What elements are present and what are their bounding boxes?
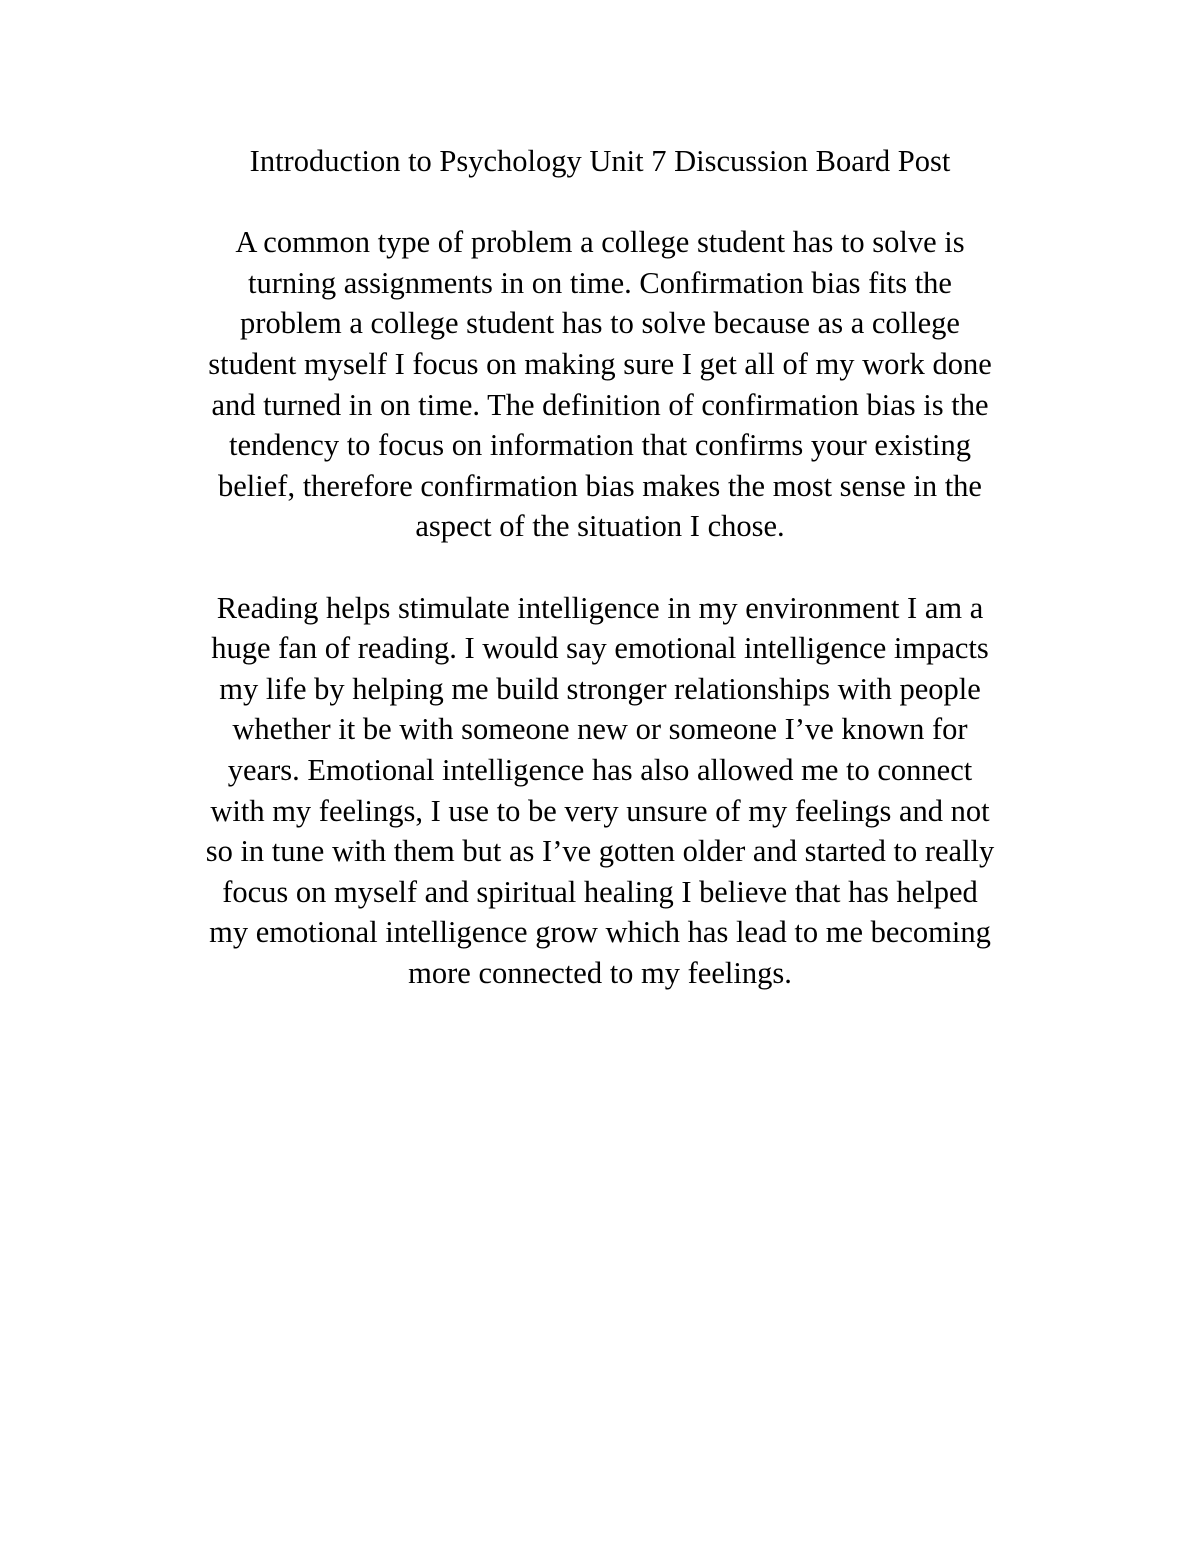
- paragraph-line: and turned in on time. The definition of confirmation bias is the: [211, 387, 989, 422]
- paragraph-line: turning assignments in on time. Confirmation bias fits the: [248, 265, 952, 300]
- document-title: Introduction to Psychology Unit 7 Discussion Board Post: [249, 144, 951, 178]
- paragraph-line: tendency to focus on information that confirms your existing: [228, 428, 971, 463]
- paragraph-line: belief, therefore confirmation bias makes the most sense in the: [218, 468, 982, 503]
- paragraph-line: whether it be with someone new or someone I’ve known for: [232, 712, 968, 747]
- paragraph-line: huge fan of reading. I would say emotional intelligence impacts: [211, 631, 989, 666]
- paragraph-line: A common type of problem a college student has to solve is: [235, 225, 965, 260]
- paragraph-emotional-intelligence: [130, 588, 1070, 994]
- paragraph-confirmation-bias: [130, 222, 1070, 547]
- paragraph-line: my emotional intelligence grow which has lead to me becoming: [209, 915, 991, 950]
- paragraph-line: Reading helps stimulate intelligence in my environment I am a: [216, 590, 984, 625]
- paragraph-line: focus on myself and spiritual healing I believe that has helped: [222, 874, 978, 909]
- paragraph-line: so in tune with them but as I’ve gotten older and started to really: [205, 834, 995, 869]
- paragraph-line: problem a college student has to solve because as a college: [240, 306, 960, 341]
- paragraph-line: more connected to my feelings.: [408, 955, 792, 990]
- paragraph-line: aspect of the situation I chose.: [415, 509, 785, 544]
- document-body: [130, 141, 1070, 1034]
- paragraph-line: my life by helping me build stronger relationships with people: [219, 671, 981, 706]
- paragraph-line: student myself I focus on making sure I get all of my work done: [208, 346, 992, 381]
- paragraph-line: years. Emotional intelligence has also allowed me to connect: [227, 752, 973, 787]
- paragraph-line: with my feelings, I use to be very unsure of my feelings and not: [210, 793, 990, 828]
